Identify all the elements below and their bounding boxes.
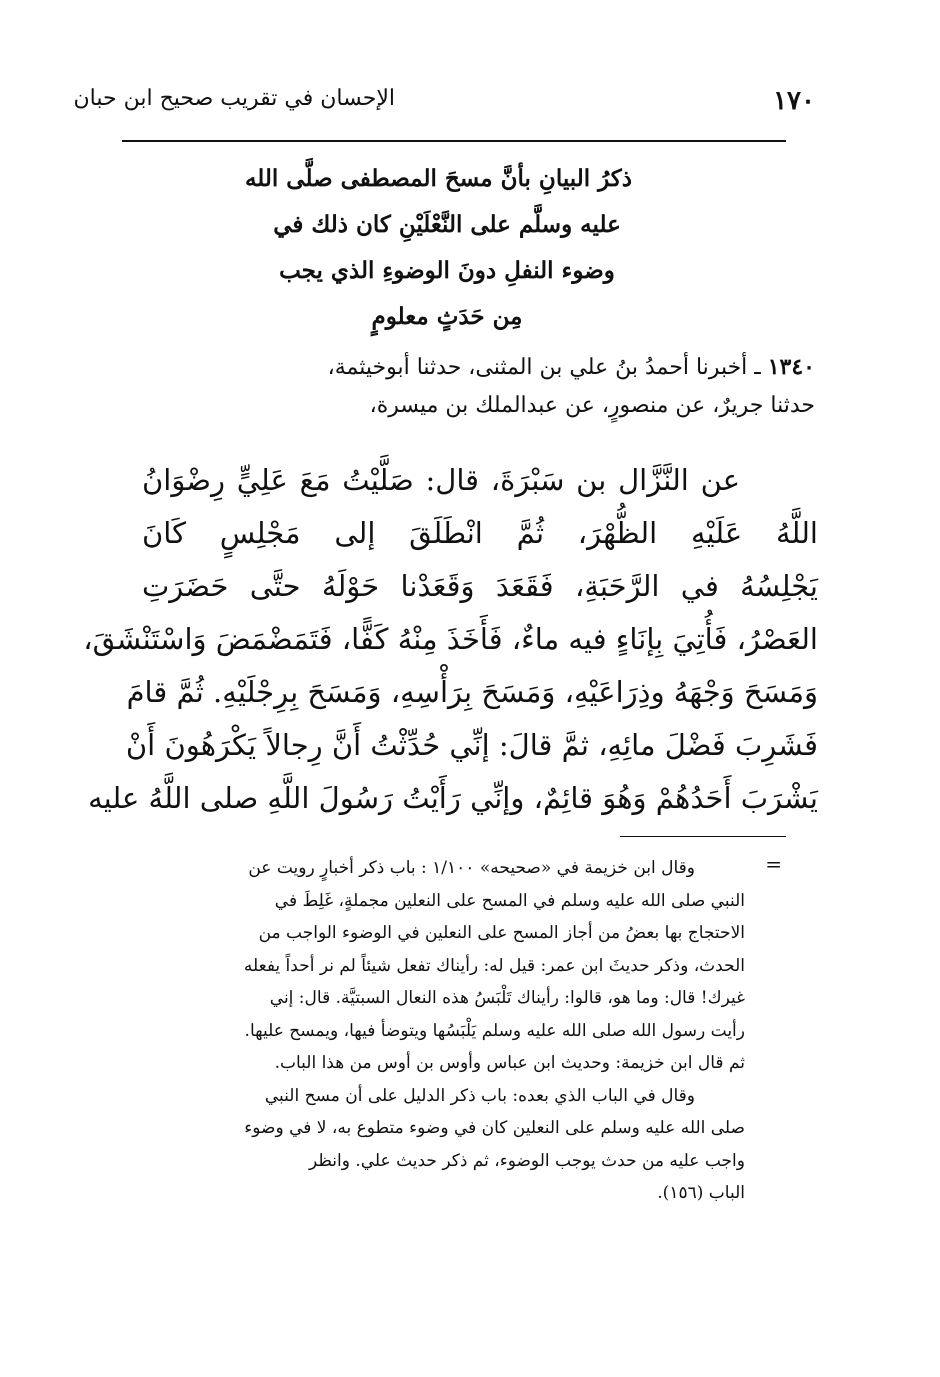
body-line: يَشْرَبَ أَحَدُهُمْ وَهُوَ قائِمٌ، وإنِّي رَأَيْتُ رَسُولَ اللَّهِ صلى اللَّهُ عليه (88, 781, 818, 815)
hadith-chain (145, 348, 815, 425)
chapter-title-line: عليه وسلَّم على النَّعْلَيْنِ كان ذلك في (273, 211, 621, 238)
chapter-title (244, 156, 632, 340)
chain-text: ـ أخبرنا أحمدُ بنُ علي بن المثنى، حدثنا أبوخيثمة، (327, 355, 761, 380)
footnote-line: واجب عليه من حدث يوجب الوضوء، ثم ذكر حديث علي. وانظر (308, 1150, 745, 1171)
body-line: العَصْرُ، فَأُتِيَ بِإنَاءٍ فيه ماءٌ، فَأَخَذَ مِنْهُ كَفًّا، فَتَمَضْمَضَ وَاسْتَنْشَقَ، (83, 622, 818, 656)
header-rule (122, 140, 786, 142)
footnote-continuation-marker: = (765, 852, 782, 876)
hadith-number: ١٣٤٠ (767, 354, 815, 380)
footnote-line: النبي صلى الله عليه وسلم في المسح على النعلين مجملةٍ، غَلِطَ في (274, 890, 745, 911)
body-line: فَشَرِبَ فَضْلَ مائِهِ، ثمَّ قالَ: إنِّي حُدِّثْتُ أَنَّ رِجالاً يَكْرَهُونَ أَنْ (125, 728, 818, 762)
footnotes (133, 852, 745, 1210)
chain-line: حدثنا جريرٌ، عن منصورٍ، عن عبدالملك بن ميسرة، (369, 393, 815, 418)
body-line: يَجْلِسُهُ في الرَّحَبَةِ، فَقَعَدَ وَقَعَدْنا حَوْلَهُ حتَّى حَضَرَتِ (142, 569, 818, 603)
chain-line (145, 348, 815, 387)
footnote-line: الباب (١٥٦). (657, 1183, 745, 1203)
page-number: ١٧٠ (773, 86, 815, 116)
footnote-line: رأيت رسول الله صلى الله عليه وسلم يَلْبَسُها ويتوضأ فيها، ويمسح عليها. (244, 1020, 745, 1041)
running-title: الإحسان في تقريب صحيح ابن حبان (73, 86, 395, 111)
body-line: عن النَّزَّال بن سَبْرَةَ، قال: صَلَّيْتُ مَعَ عَلِيٍّ رِضْوَانُ (142, 463, 740, 497)
chapter-title-line: وضوء النفلِ دونَ الوضوءِ الذي يجب (279, 257, 615, 284)
footnote-line: غيرك! قال: وما هو، قالوا: رأيناك تَلْبَسُ هذه النعال السبتيَّة. قال: إني (269, 988, 745, 1008)
footnote-rule (620, 836, 786, 837)
footnote-line: وقال في الباب الذي بعده: باب ذكر الدليل على أن مسح النبي (264, 1085, 695, 1106)
body-line: وَمَسَحَ وَجْهَهُ وذِرَاعَيْهِ، وَمَسَحَ بِرَأْسِهِ، وَمَسَحَ بِرِجْلَيْهِ. ثُمَّ قامَ (126, 675, 818, 709)
footnote-line: الاحتجاج بها بعضُ من أجاز المسح على النعلين في الوضوء الواجب من (258, 923, 745, 943)
chapter-title-line: مِن حَدَثٍ معلومٍ (371, 303, 523, 330)
chapter-title-line: ذكرُ البيانِ بأنَّ مسحَ المصطفى صلَّى الله (244, 165, 632, 192)
body-line: اللَّهُ عَلَيْهِ الظُّهْرَ، ثُمَّ انْطَلَقَ إلى مَجْلِسٍ كَانَ (142, 516, 818, 550)
footnote-line: ثم قال ابن خزيمة: وحديث ابن عباس وأوس بن أوس من هذا الباب. (274, 1053, 745, 1073)
footnote-line: صلى الله عليه وسلم على النعلين كان في وضوء متطوع به، لا في وضوء (244, 1118, 745, 1138)
footnote-line: الحدث، وذكر حديثَ ابن عمر: قيل له: رأيناك تفعل شيئاً لم نر أحداً يفعله (243, 955, 745, 976)
hadith-body (83, 454, 818, 825)
footnote-line: وقال ابن خزيمة في «صحيحه» ١/١٠٠ : باب ذكر أخبارٍ رويت عن (248, 858, 695, 878)
